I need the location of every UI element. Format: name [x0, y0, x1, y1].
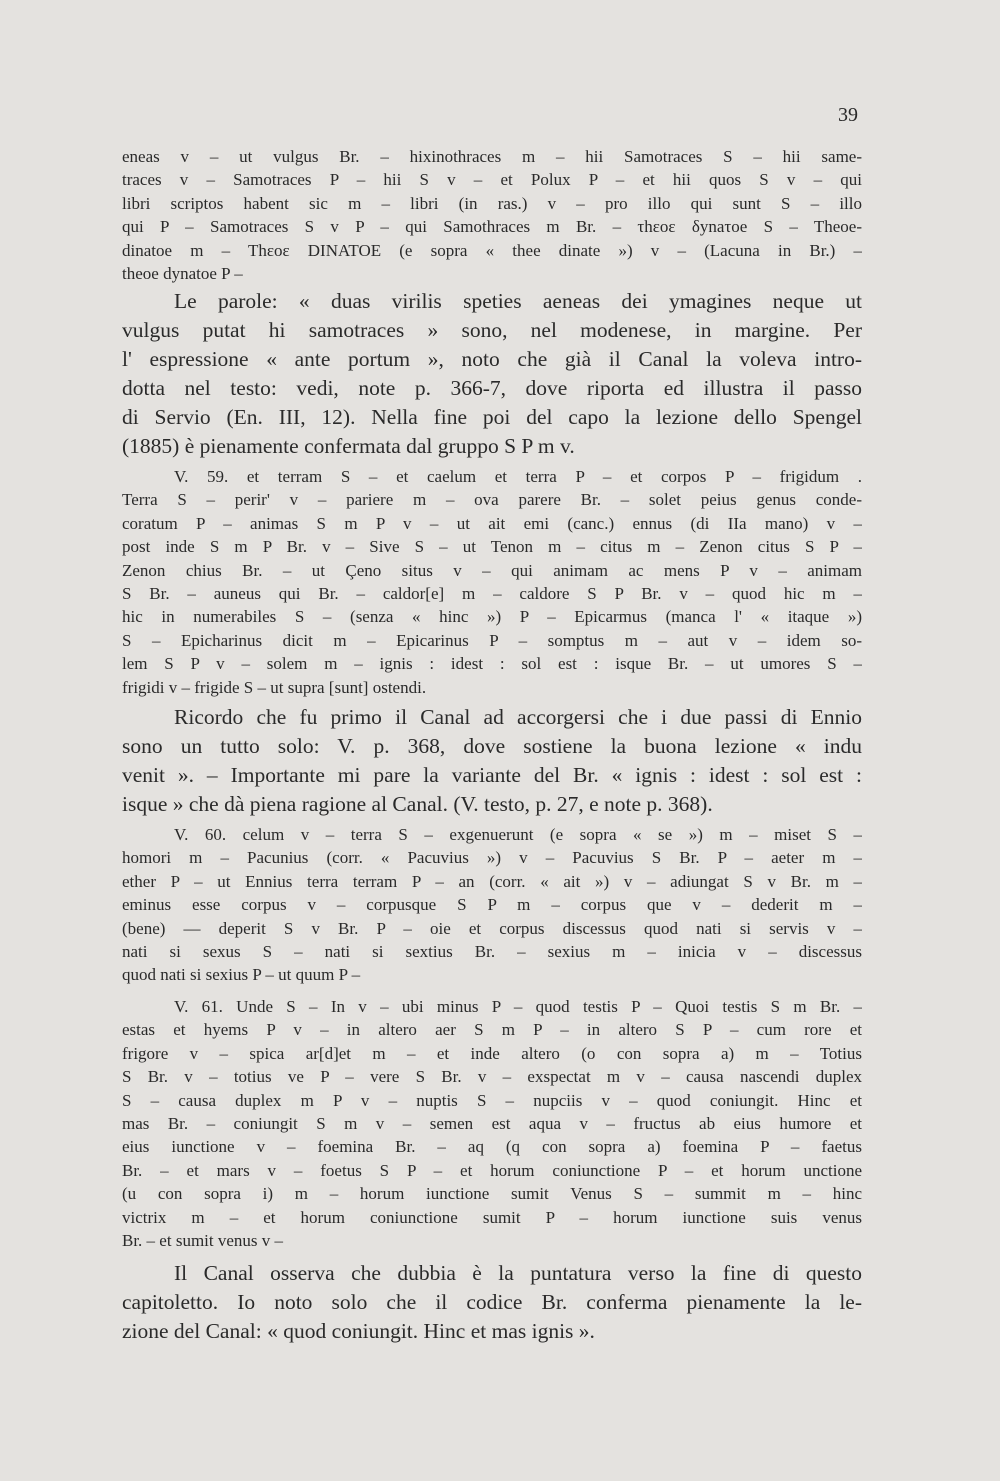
text-line: capitoletto. Io noto solo che il codice Br. conferma pienamente la le- [122, 1290, 862, 1314]
text-line: homori m – Pacunius (corr. « Pacuvius ») v – Pacuvius S Br. P – aeter m – [122, 848, 862, 868]
text-line: isque » che dà piena ragione al Canal. (V. testo, p. 27, e note p. 368). [122, 792, 713, 816]
text-line: sono un tutto solo: V. p. 368, dove sostiene la buona lezione « indu [122, 734, 862, 758]
text-line: estas et hyems P v – in altero aer S m P – in altero S P – cum rore et [122, 1020, 862, 1040]
text-line: Ricordo che fu primo il Canal ad accorgersi che i due passi di Ennio [174, 705, 862, 729]
text-line: coratum P – animas S m P v – ut ait emi (canc.) ennus (di IIa mano) v – [122, 513, 862, 533]
text-line: libri scriptos habent sic m – libri (in ras.) v – pro illo qui sunt S – illo [122, 193, 862, 213]
commentary-paragraph-1 [122, 287, 862, 461]
text-line: Il Canal osserva che dubbia è la puntatura verso la fine di questo [174, 1261, 862, 1285]
text-line: Br. – et mars v – foetus S P – et horum coniunctione P – et horum unctione [122, 1160, 862, 1180]
text-line: zione del Canal: « quod coniungit. Hinc et mas ignis ». [122, 1319, 595, 1343]
text-line: Zenon chius Br. – ut Çeno situs v – qui animam ac mens P v – animam [122, 560, 862, 580]
text-line: frigidi v – frigide S – ut supra [sunt] ostendi. [122, 677, 427, 697]
text-line: di Servio (En. III, 12). Nella fine poi del capo la lezione dello Spengel [122, 405, 862, 429]
text-line: mas Br. – coniungit S m v – semen est aqua v – fructus ab eius humore et [122, 1113, 862, 1133]
text-line: Br. – et sumit venus v – [122, 1230, 284, 1250]
text-line: V. 60. celum v – terra S – exgenuerunt (e sopra « se ») m – miset S – [174, 825, 862, 844]
text-line: dotta nel testo: vedi, note p. 366-7, dove riporta ed illustra il passo [122, 376, 862, 400]
text-line: victrix m – et horum coniunctione sumit P – horum iunctione suis venus [122, 1207, 862, 1227]
text-line: eneas v – ut vulgus Br. – hixinothraces m – hii Samotraces S – hii same- [122, 147, 862, 166]
text-line: Terra S – perir' v – pariere m – ova parere Br. – solet peius genus conde- [122, 490, 862, 510]
apparatus-paragraph-4 [122, 995, 862, 1252]
text-line: (1885) è pienamente confermata dal gruppo S P m v. [122, 434, 575, 458]
text-line: eminus esse corpus v – corpusque S P m – corpus que v – dederit m – [122, 895, 862, 915]
text-line: S Br. v – totius ve P – vere S Br. v – exspectat m v – causa nascendi duplex [122, 1067, 862, 1087]
text-line: nati si sexus S – nati si sextius Br. – sexius m – inicia v – discessus [122, 941, 862, 961]
text-line: theoe dynatoe P – [122, 263, 243, 283]
text-line: Le parole: « duas virilis speties aeneas dei ymagines neque ut [174, 289, 862, 313]
text-line: l' espressione « ante portum », noto che già il Canal la voleva intro- [122, 347, 862, 371]
text-line: eius iunctione v – foemina Br. – aq (q con sopra a) foemina P – faetus [122, 1137, 862, 1157]
text-line: V. 61. Unde S – In v – ubi minus P – quod testis P – Quoi testis S m Br. – [174, 997, 862, 1016]
text-line: quod nati si sexius P – ut quum P – [122, 965, 361, 985]
text-line: venit ». – Importante mi pare la variante del Br. « ignis : idest : sol est : [122, 763, 862, 787]
apparatus-paragraph-3 [122, 823, 862, 987]
text-line: post inde S m P Br. v – Sive S – ut Tenon m – citus m – Zenon citus S P – [122, 537, 862, 557]
text-line: dinatoe m – Thεoε DINATOE (e sopra « thee dinate ») v – (Lacuna in Br.) – [122, 240, 862, 260]
text-line: qui P – Samotraces S v P – qui Samothraces m Br. – τhεoε δynaτoe S – Theoe- [122, 217, 862, 237]
text-line: S – Epicharinus dicit m – Epicarinus P – somptus m – aut v – idem so- [122, 630, 862, 650]
text-line: ether P – ut Ennius terra terram P – an (corr. « ait ») v – adiungat S v Br. m – [122, 871, 862, 891]
apparatus-paragraph-2 [122, 465, 862, 699]
text-line: (u con sopra i) m – horum iunctione sumit Venus S – summit m – hinc [122, 1184, 862, 1204]
text-line: V. 59. et terram S – et caelum et terra P – et corpos P – frigidum . [174, 467, 862, 486]
page-number: 39 [838, 104, 858, 126]
text-line: (bene) — deperit S v Br. P – oie et corpus discessus quod nati si servis v – [122, 918, 862, 938]
commentary-paragraph-2 [122, 703, 862, 819]
text-line: S Br. – auneus qui Br. – caldor[e] m – caldore S P Br. v – quod hic m – [122, 583, 862, 603]
text-line: frigore v – spica ar[d]et m – et inde altero (o con sopra a) m – Totius [122, 1043, 862, 1063]
text-line: vulgus putat hi samotraces » sono, nel modenese, in margine. Per [122, 318, 862, 342]
text-line: lem S P v – solem m – ignis : idest : sol est : isque Br. – ut umores S – [122, 654, 862, 674]
text-line: hic in numerabiles S – (senza « hinc ») P – Epicarmus (manca l' « itaque ») [122, 607, 862, 627]
commentary-paragraph-3 [122, 1259, 862, 1346]
text-line: traces v – Samotraces P – hii S v – et Polux P – et hii quos S v – qui [122, 170, 862, 190]
text-line: S – causa duplex m P v – nuptis S – nupciis v – quod coniungit. Hinc et [122, 1090, 862, 1110]
apparatus-paragraph-1 [122, 145, 862, 285]
